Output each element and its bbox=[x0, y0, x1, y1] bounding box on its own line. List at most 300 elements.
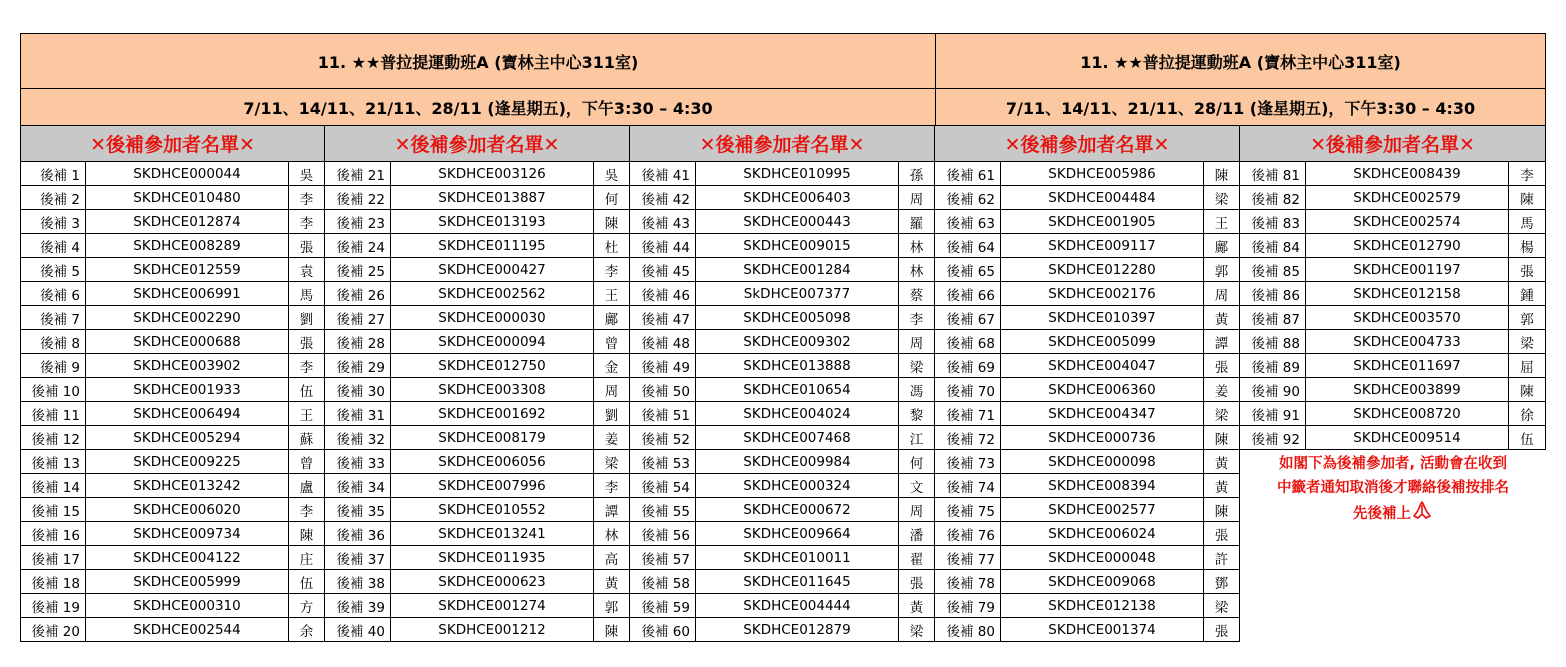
member-id: SKDHCE000623 bbox=[391, 570, 594, 594]
member-surname: 徐 bbox=[1509, 402, 1546, 426]
member-id: SKDHCE010654 bbox=[696, 378, 899, 402]
waitlist-rank: 後補 39 bbox=[325, 594, 391, 618]
waitlist-rank: 後補 41 bbox=[630, 162, 696, 186]
waitlist-row bbox=[20, 210, 325, 234]
member-surname: 梁 bbox=[1204, 186, 1240, 210]
member-surname: 張 bbox=[289, 234, 325, 258]
waitlist-row bbox=[20, 354, 325, 378]
member-surname: 李 bbox=[289, 210, 325, 234]
member-id: SKDHCE000030 bbox=[391, 306, 594, 330]
waitlist-rank: 後補 37 bbox=[325, 546, 391, 570]
member-id: SKDHCE005294 bbox=[86, 426, 289, 450]
waitlist-rank: 後補 40 bbox=[325, 618, 391, 642]
member-id: SKDHCE009734 bbox=[86, 522, 289, 546]
member-surname: 伍 bbox=[289, 378, 325, 402]
waitlist-row bbox=[630, 594, 935, 618]
title-band bbox=[20, 33, 1546, 89]
waitlist-heading: ✕後補參加者名單✕ bbox=[935, 126, 1240, 162]
member-id: SKDHCE006056 bbox=[391, 450, 594, 474]
waitlist-row bbox=[935, 498, 1240, 522]
waitlist-row bbox=[630, 498, 935, 522]
waitlist-rank: 後補 4 bbox=[20, 234, 86, 258]
waitlist-rank: 後補 92 bbox=[1240, 426, 1306, 450]
waitlist-row bbox=[630, 474, 935, 498]
waitlist-rank: 後補 35 bbox=[325, 498, 391, 522]
waitlist-rank: 後補 13 bbox=[20, 450, 86, 474]
member-id: SKDHCE005098 bbox=[696, 306, 899, 330]
waitlist-row bbox=[935, 426, 1240, 450]
member-id: SKDHCE000688 bbox=[86, 330, 289, 354]
waitlist-rank: 後補 62 bbox=[935, 186, 1001, 210]
waitlist-rank: 後補 23 bbox=[325, 210, 391, 234]
waitlist-rank: 後補 53 bbox=[630, 450, 696, 474]
waitlist-rank: 後補 51 bbox=[630, 402, 696, 426]
waitlist-note-text: 中籤者通知取消後才聯絡後補按排名 bbox=[1277, 480, 1509, 496]
member-surname: 李 bbox=[594, 474, 630, 498]
waitlist-rank: 後補 88 bbox=[1240, 330, 1306, 354]
waitlist-rank: 後補 61 bbox=[935, 162, 1001, 186]
member-surname: 吳 bbox=[594, 162, 630, 186]
member-surname: 陳 bbox=[1204, 162, 1240, 186]
waitlist-rank: 後補 81 bbox=[1240, 162, 1306, 186]
waitlist-row bbox=[325, 498, 630, 522]
member-surname: 杜 bbox=[594, 234, 630, 258]
member-surname: 袁 bbox=[289, 258, 325, 282]
waitlist-rank: 後補 43 bbox=[630, 210, 696, 234]
waitlist-rank: 後補 5 bbox=[20, 258, 86, 282]
member-surname: 梁 bbox=[1204, 402, 1240, 426]
member-surname: 王 bbox=[594, 282, 630, 306]
waitlist-row bbox=[1240, 426, 1546, 450]
member-id: SKDHCE000044 bbox=[86, 162, 289, 186]
waitlist-rank: 後補 87 bbox=[1240, 306, 1306, 330]
member-id: SKDHCE003126 bbox=[391, 162, 594, 186]
member-surname: 郭 bbox=[594, 594, 630, 618]
waitlist-rank: 後補 54 bbox=[630, 474, 696, 498]
member-id: SKDHCE002544 bbox=[86, 618, 289, 642]
member-id: SKDHCE009984 bbox=[696, 450, 899, 474]
waitlist-rank: 後補 56 bbox=[630, 522, 696, 546]
waitlist-row bbox=[20, 234, 325, 258]
member-surname: 余 bbox=[289, 618, 325, 642]
waitlist-row bbox=[20, 306, 325, 330]
member-id: SKDHCE012138 bbox=[1001, 594, 1204, 618]
member-surname: 梁 bbox=[899, 618, 935, 642]
waitlist-row bbox=[20, 330, 325, 354]
member-surname: 金 bbox=[594, 354, 630, 378]
member-id: SKDHCE000310 bbox=[86, 594, 289, 618]
member-surname: 林 bbox=[899, 234, 935, 258]
waitlist-rank: 後補 64 bbox=[935, 234, 1001, 258]
waitlist-rank: 後補 8 bbox=[20, 330, 86, 354]
member-id: SKDHCE004047 bbox=[1001, 354, 1204, 378]
waitlist-row bbox=[630, 234, 935, 258]
member-surname: 周 bbox=[594, 378, 630, 402]
waitlist-row bbox=[20, 426, 325, 450]
member-surname: 譚 bbox=[594, 498, 630, 522]
waitlist-column bbox=[325, 126, 630, 642]
waitlist-row bbox=[630, 522, 935, 546]
waitlist-rank: 後補 34 bbox=[325, 474, 391, 498]
waitlist-rank: 後補 48 bbox=[630, 330, 696, 354]
waitlist-row bbox=[935, 162, 1240, 186]
waitlist-row bbox=[20, 282, 325, 306]
member-surname: 黃 bbox=[1204, 306, 1240, 330]
waitlist-heading: ✕後補參加者名單✕ bbox=[325, 126, 630, 162]
member-id: SKDHCE009117 bbox=[1001, 234, 1204, 258]
member-surname: 姜 bbox=[1204, 378, 1240, 402]
waitlist-row bbox=[20, 402, 325, 426]
waitlist-row bbox=[935, 522, 1240, 546]
member-id: SKDHCE002562 bbox=[391, 282, 594, 306]
waitlist-rank: 後補 79 bbox=[935, 594, 1001, 618]
waitlist-row bbox=[20, 498, 325, 522]
waitlist-rank: 後補 90 bbox=[1240, 378, 1306, 402]
member-id: SKDHCE000098 bbox=[1001, 450, 1204, 474]
waitlist-row bbox=[325, 354, 630, 378]
waitlist-rank: 後補 42 bbox=[630, 186, 696, 210]
waitlist-rank: 後補 82 bbox=[1240, 186, 1306, 210]
member-id: SKDHCE001933 bbox=[86, 378, 289, 402]
member-surname: 梁 bbox=[899, 354, 935, 378]
waitlist-row bbox=[1240, 282, 1546, 306]
waitlist-row bbox=[630, 186, 935, 210]
member-id: SKDHCE012559 bbox=[86, 258, 289, 282]
waitlist-rank: 後補 66 bbox=[935, 282, 1001, 306]
waitlist-row bbox=[1240, 378, 1546, 402]
member-surname: 劉 bbox=[594, 402, 630, 426]
class-dates-right: 7/11、14/11、21/11、28/11 (逢星期五)，下午3:30 – 4:30 bbox=[936, 89, 1546, 126]
waitlist-row bbox=[20, 594, 325, 618]
waitlist-row bbox=[325, 210, 630, 234]
waitlist-rank: 後補 36 bbox=[325, 522, 391, 546]
waitlist-rank: 後補 27 bbox=[325, 306, 391, 330]
member-surname: 蘇 bbox=[289, 426, 325, 450]
member-id: SKDHCE013887 bbox=[391, 186, 594, 210]
member-id: SKDHCE001374 bbox=[1001, 618, 1204, 642]
waitlist-row bbox=[935, 258, 1240, 282]
member-surname: 周 bbox=[899, 498, 935, 522]
waitlist-rank: 後補 9 bbox=[20, 354, 86, 378]
waitlist-rank: 後補 21 bbox=[325, 162, 391, 186]
member-surname: 黃 bbox=[899, 594, 935, 618]
member-surname: 鄺 bbox=[594, 306, 630, 330]
member-surname: 黃 bbox=[1204, 474, 1240, 498]
waitlist-row bbox=[325, 450, 630, 474]
waitlist-rank: 後補 60 bbox=[630, 618, 696, 642]
waitlist-rank: 後補 3 bbox=[20, 210, 86, 234]
member-id: SKDHCE002290 bbox=[86, 306, 289, 330]
waitlist-rank: 後補 26 bbox=[325, 282, 391, 306]
member-surname: 何 bbox=[594, 186, 630, 210]
member-id: SKDHCE003308 bbox=[391, 378, 594, 402]
waitlist-row bbox=[325, 234, 630, 258]
member-surname: 潘 bbox=[899, 522, 935, 546]
member-id: SKDHCE012874 bbox=[86, 210, 289, 234]
waitlist-note-text: 先後補上 bbox=[1353, 506, 1411, 522]
member-id: SKDHCE009302 bbox=[696, 330, 899, 354]
waitlist-row bbox=[630, 450, 935, 474]
waitlist-row bbox=[20, 618, 325, 642]
class-dates-left: 7/11、14/11、21/11、28/11 (逢星期五)，下午3:30 – 4:30 bbox=[20, 89, 936, 126]
member-surname: 陳 bbox=[1204, 426, 1240, 450]
member-surname: 李 bbox=[1509, 162, 1546, 186]
member-id: SKDHCE000324 bbox=[696, 474, 899, 498]
waitlist-row bbox=[1240, 186, 1546, 210]
waitlist-rank: 後補 49 bbox=[630, 354, 696, 378]
member-id: SKDHCE008289 bbox=[86, 234, 289, 258]
member-surname: 江 bbox=[899, 426, 935, 450]
member-id: SKDHCE005099 bbox=[1001, 330, 1204, 354]
member-surname: 姜 bbox=[594, 426, 630, 450]
waitlist-row bbox=[630, 258, 935, 282]
waitlist-row bbox=[20, 186, 325, 210]
waitlist-columns bbox=[20, 126, 1546, 642]
waitlist-row bbox=[20, 474, 325, 498]
waitlist-rank: 後補 32 bbox=[325, 426, 391, 450]
member-id: SKDHCE009664 bbox=[696, 522, 899, 546]
member-id: SKDHCE002176 bbox=[1001, 282, 1204, 306]
member-id: SKDHCE010552 bbox=[391, 498, 594, 522]
date-band bbox=[20, 89, 1546, 126]
member-surname: 馬 bbox=[1509, 210, 1546, 234]
member-id: SKDHCE009225 bbox=[86, 450, 289, 474]
waitlist-rank: 後補 45 bbox=[630, 258, 696, 282]
waitlist-row bbox=[630, 282, 935, 306]
member-surname: 梁 bbox=[1509, 330, 1546, 354]
member-surname: 高 bbox=[594, 546, 630, 570]
waitlist-row bbox=[935, 450, 1240, 474]
waitlist-row bbox=[325, 546, 630, 570]
member-surname: 周 bbox=[1204, 282, 1240, 306]
waitlist-rank: 後補 58 bbox=[630, 570, 696, 594]
waitlist-row bbox=[20, 450, 325, 474]
member-id: SKDHCE008179 bbox=[391, 426, 594, 450]
waitlist-rank: 後補 33 bbox=[325, 450, 391, 474]
member-surname: 羅 bbox=[899, 210, 935, 234]
member-id: SKDHCE001692 bbox=[391, 402, 594, 426]
member-surname: 黃 bbox=[594, 570, 630, 594]
waitlist-row bbox=[325, 402, 630, 426]
member-id: SKDHCE000427 bbox=[391, 258, 594, 282]
waitlist-rank: 後補 50 bbox=[630, 378, 696, 402]
member-id: SKDHCE012790 bbox=[1306, 234, 1509, 258]
waitlist-row bbox=[630, 402, 935, 426]
member-surname: 許 bbox=[1204, 546, 1240, 570]
waitlist-rank: 後補 72 bbox=[935, 426, 1001, 450]
member-surname: 陳 bbox=[594, 210, 630, 234]
waitlist-rank: 後補 77 bbox=[935, 546, 1001, 570]
waitlist-rank: 後補 47 bbox=[630, 306, 696, 330]
member-surname: 李 bbox=[289, 498, 325, 522]
praying-hands-icon bbox=[1411, 500, 1433, 528]
member-id: SKDHCE000094 bbox=[391, 330, 594, 354]
member-id: SKDHCE009068 bbox=[1001, 570, 1204, 594]
member-id: SKDHCE003902 bbox=[86, 354, 289, 378]
member-surname: 郭 bbox=[1509, 306, 1546, 330]
member-id: SKDHCE006991 bbox=[86, 282, 289, 306]
member-id: SKDHCE001212 bbox=[391, 618, 594, 642]
waitlist-row bbox=[630, 354, 935, 378]
member-id: SKDHCE010011 bbox=[696, 546, 899, 570]
waitlist-rank: 後補 15 bbox=[20, 498, 86, 522]
waitlist-rank: 後補 38 bbox=[325, 570, 391, 594]
member-id: SKDHCE008720 bbox=[1306, 402, 1509, 426]
waitlist-rank: 後補 22 bbox=[325, 186, 391, 210]
member-id: SKDHCE008439 bbox=[1306, 162, 1509, 186]
waitlist-rank: 後補 14 bbox=[20, 474, 86, 498]
member-id: SKDHCE006403 bbox=[696, 186, 899, 210]
waitlist-rank: 後補 44 bbox=[630, 234, 696, 258]
waitlist-column bbox=[630, 126, 935, 642]
member-id: SKDHCE004733 bbox=[1306, 330, 1509, 354]
waitlist-row bbox=[325, 474, 630, 498]
member-id: SKDHCE012280 bbox=[1001, 258, 1204, 282]
waitlist-column bbox=[20, 126, 325, 642]
waitlist-row bbox=[935, 234, 1240, 258]
member-surname: 鄺 bbox=[1204, 234, 1240, 258]
member-surname: 何 bbox=[899, 450, 935, 474]
member-id: SkDHCE007377 bbox=[696, 282, 899, 306]
member-surname: 孫 bbox=[899, 162, 935, 186]
waitlist-row bbox=[630, 546, 935, 570]
member-surname: 王 bbox=[1204, 210, 1240, 234]
waitlist-rank: 後補 11 bbox=[20, 402, 86, 426]
waitlist-row bbox=[325, 522, 630, 546]
member-surname: 周 bbox=[899, 186, 935, 210]
member-surname: 黎 bbox=[899, 402, 935, 426]
member-surname: 曾 bbox=[594, 330, 630, 354]
waitlist-row bbox=[325, 378, 630, 402]
waitlist-row bbox=[1240, 258, 1546, 282]
member-surname: 王 bbox=[289, 402, 325, 426]
member-id: SKDHCE006024 bbox=[1001, 522, 1204, 546]
member-surname: 伍 bbox=[289, 570, 325, 594]
waitlist-row bbox=[325, 258, 630, 282]
class-title-left: 11. ★★普拉提運動班A (寶林主中心311室) bbox=[20, 33, 936, 89]
member-id: SKDHCE010480 bbox=[86, 186, 289, 210]
member-id: SKDHCE006494 bbox=[86, 402, 289, 426]
waitlist-row bbox=[1240, 306, 1546, 330]
member-surname: 李 bbox=[899, 306, 935, 330]
waitlist-row bbox=[1240, 234, 1546, 258]
member-surname: 李 bbox=[289, 354, 325, 378]
waitlist-rank: 後補 12 bbox=[20, 426, 86, 450]
member-surname: 郭 bbox=[1204, 258, 1240, 282]
waitlist-row bbox=[630, 162, 935, 186]
waitlist-row bbox=[325, 306, 630, 330]
waitlist-rank: 後補 10 bbox=[20, 378, 86, 402]
member-id: SKDHCE010397 bbox=[1001, 306, 1204, 330]
waitlist-rank: 後補 83 bbox=[1240, 210, 1306, 234]
waitlist-rank: 後補 85 bbox=[1240, 258, 1306, 282]
member-id: SKDHCE010995 bbox=[696, 162, 899, 186]
waitlist-row bbox=[935, 378, 1240, 402]
waitlist-row bbox=[1240, 210, 1546, 234]
waitlist-row bbox=[1240, 162, 1546, 186]
member-surname: 張 bbox=[1204, 522, 1240, 546]
waitlist-heading: ✕後補參加者名單✕ bbox=[20, 126, 325, 162]
waitlist-row bbox=[325, 162, 630, 186]
waitlist-note-line bbox=[1242, 500, 1544, 528]
waitlist-rank: 後補 2 bbox=[20, 186, 86, 210]
waitlist-rank: 後補 84 bbox=[1240, 234, 1306, 258]
member-id: SKDHCE008394 bbox=[1001, 474, 1204, 498]
waitlist-rank: 後補 25 bbox=[325, 258, 391, 282]
member-id: SKDHCE007996 bbox=[391, 474, 594, 498]
waitlist-row bbox=[1240, 330, 1546, 354]
waitlist-row bbox=[325, 570, 630, 594]
member-surname: 文 bbox=[899, 474, 935, 498]
waitlist-rank: 後補 55 bbox=[630, 498, 696, 522]
member-surname: 張 bbox=[1204, 618, 1240, 642]
waitlist-rank: 後補 91 bbox=[1240, 402, 1306, 426]
waitlist-note-text: 如閣下為後補參加者, 活動會在收到 bbox=[1278, 456, 1508, 472]
waitlist-row bbox=[935, 330, 1240, 354]
member-id: SKDHCE001274 bbox=[391, 594, 594, 618]
member-surname: 陳 bbox=[289, 522, 325, 546]
waitlist-rank: 後補 71 bbox=[935, 402, 1001, 426]
waitlist-rank: 後補 74 bbox=[935, 474, 1001, 498]
waitlist-note-line bbox=[1242, 476, 1544, 500]
member-surname: 譚 bbox=[1204, 330, 1240, 354]
member-id: SKDHCE013888 bbox=[696, 354, 899, 378]
member-surname: 盧 bbox=[289, 474, 325, 498]
member-id: SKDHCE012879 bbox=[696, 618, 899, 642]
member-id: SKDHCE013242 bbox=[86, 474, 289, 498]
waitlist-rank: 後補 18 bbox=[20, 570, 86, 594]
member-surname: 張 bbox=[899, 570, 935, 594]
member-surname: 周 bbox=[899, 330, 935, 354]
member-surname: 楊 bbox=[1509, 234, 1546, 258]
member-surname: 張 bbox=[1509, 258, 1546, 282]
waitlist-row bbox=[325, 282, 630, 306]
waitlist-row bbox=[935, 618, 1240, 642]
waitlist-row bbox=[935, 594, 1240, 618]
member-id: SKDHCE006360 bbox=[1001, 378, 1204, 402]
member-id: SKDHCE007468 bbox=[696, 426, 899, 450]
member-id: SKDHCE001284 bbox=[696, 258, 899, 282]
member-id: SKDHCE000736 bbox=[1001, 426, 1204, 450]
waitlist-row bbox=[935, 210, 1240, 234]
waitlist-row bbox=[325, 426, 630, 450]
member-surname: 馬 bbox=[289, 282, 325, 306]
waitlist-rank: 後補 17 bbox=[20, 546, 86, 570]
waitlist-row bbox=[935, 354, 1240, 378]
waitlist-rank: 後補 80 bbox=[935, 618, 1001, 642]
waitlist-rank: 後補 70 bbox=[935, 378, 1001, 402]
member-id: SKDHCE003899 bbox=[1306, 378, 1509, 402]
member-id: SKDHCE009015 bbox=[696, 234, 899, 258]
waitlist-column bbox=[1240, 126, 1546, 528]
member-surname: 鄧 bbox=[1204, 570, 1240, 594]
member-surname: 伍 bbox=[1509, 426, 1546, 450]
waitlist-row bbox=[630, 378, 935, 402]
waitlist-rank: 後補 28 bbox=[325, 330, 391, 354]
waitlist-column bbox=[935, 126, 1240, 642]
member-surname: 張 bbox=[289, 330, 325, 354]
member-id: SKDHCE005999 bbox=[86, 570, 289, 594]
member-id: SKDHCE004024 bbox=[696, 402, 899, 426]
member-surname: 陳 bbox=[1509, 186, 1546, 210]
member-id: SKDHCE011697 bbox=[1306, 354, 1509, 378]
waitlist-rank: 後補 89 bbox=[1240, 354, 1306, 378]
waitlist-rank: 後補 19 bbox=[20, 594, 86, 618]
member-id: SKDHCE001197 bbox=[1306, 258, 1509, 282]
waitlist-rank: 後補 46 bbox=[630, 282, 696, 306]
waitlist-rank: 後補 52 bbox=[630, 426, 696, 450]
member-id: SKDHCE002579 bbox=[1306, 186, 1509, 210]
